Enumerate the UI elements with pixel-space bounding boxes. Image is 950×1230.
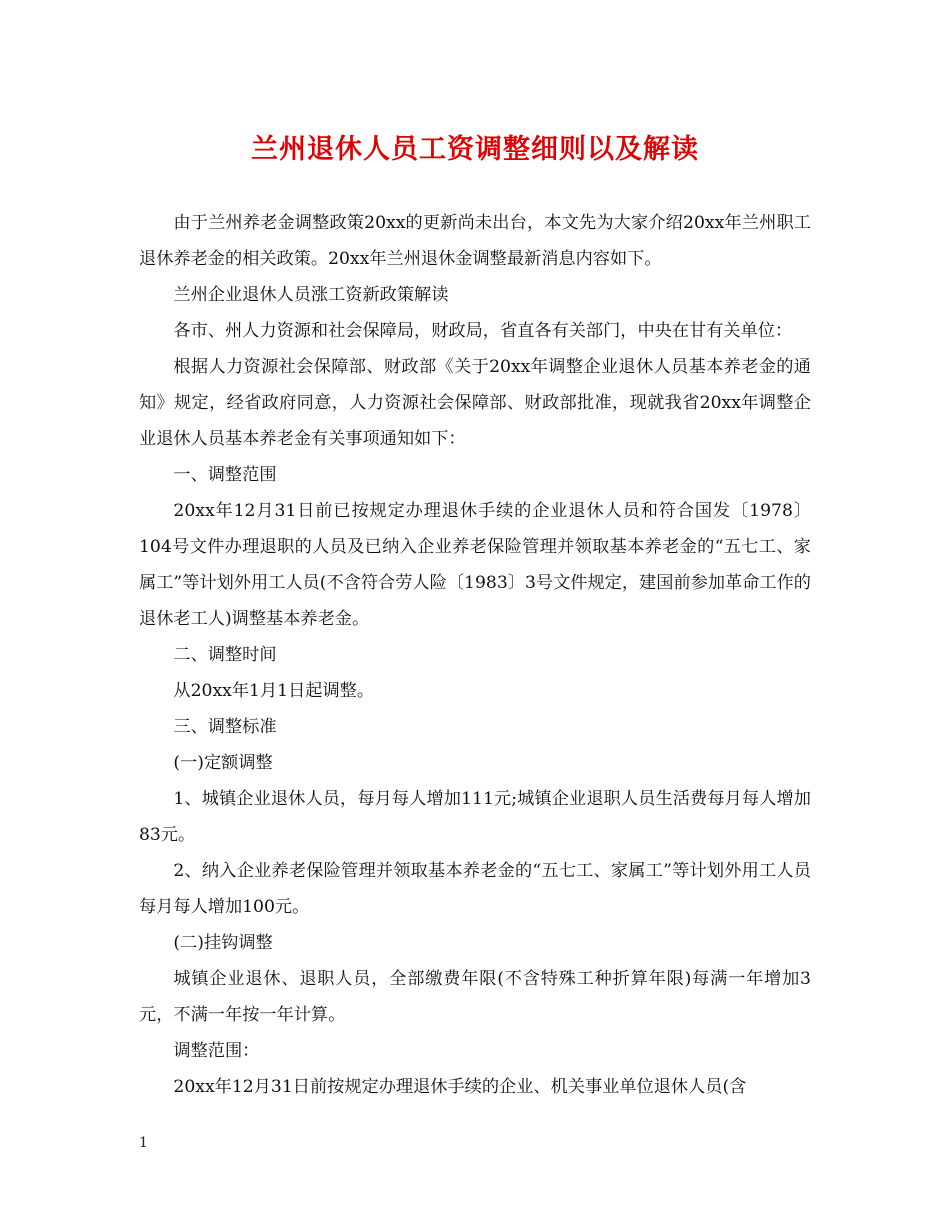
section-heading-scope: 一、调整范围 xyxy=(173,465,277,485)
paragraph-linked: 城镇企业退休、退职人员，全部缴费年限(不含特殊工种折算年限)每满一年增加3元，不满一年按一年计算。 xyxy=(139,969,811,1025)
section-heading-standard: 三、调整标准 xyxy=(173,717,277,737)
page-number: 1 xyxy=(139,1135,148,1151)
paragraph-basis: 根据人力资源社会保障部、财政部《关于20xx年调整企业退休人员基本养老金的通知》规定，经省政府同意，人力资源社会保障部、财政部批准，现就我省20xx年调整企业退休人员基本养老金有关事项通知如下： xyxy=(139,357,811,449)
paragraph-scope-detail: 20xx年12月31日前按规定办理退休手续的企业、机关事业单位退休人员(含 xyxy=(173,1077,747,1097)
paragraph-addressee: 各市、州人力资源和社会保障局，财政局，省直各有关部门，中央在甘有关单位： xyxy=(173,321,793,341)
paragraph-scope-label: 调整范围： xyxy=(173,1041,260,1061)
paragraph-subtitle: 兰州企业退休人员涨工资新政策解读 xyxy=(173,285,449,305)
section-heading-time: 二、调整时间 xyxy=(173,645,277,665)
paragraph-scope: 20xx年12月31日前已按规定办理退休手续的企业退休人员和符合国发〔1978〕104号文件办理退职的人员及已纳入企业养老保险管理并领取基本养老金的“五七工、家属工”等计划外用工人员(不含符合劳人险〔1983〕3号文件规定，建国前参加革命工作的退休老工人)调整基本养老金。 xyxy=(139,501,811,629)
paragraph-time: 从20xx年1月1日起调整。 xyxy=(173,681,375,701)
document-body xyxy=(139,205,811,1105)
subsection-heading-fixed: (一)定额调整 xyxy=(173,753,273,773)
subsection-heading-linked: (二)挂钩调整 xyxy=(173,933,273,953)
paragraph-fixed-2: 2、纳入企业养老保险管理并领取基本养老金的“五七工、家属工”等计划外用工人员每月每人增加100元。 xyxy=(139,861,811,917)
paragraph-intro: 由于兰州养老金调整政策20xx的更新尚未出台，本文先为大家介绍20xx年兰州职工退休养老金的相关政策。20xx年兰州退休金调整最新消息内容如下。 xyxy=(139,213,811,269)
document-title: 兰州退休人员工资调整细则以及解读 xyxy=(251,134,699,165)
paragraph-fixed-1: 1、城镇企业退休人员，每月每人增加111元;城镇企业退职人员生活费每月每人增加83元。 xyxy=(139,789,811,845)
